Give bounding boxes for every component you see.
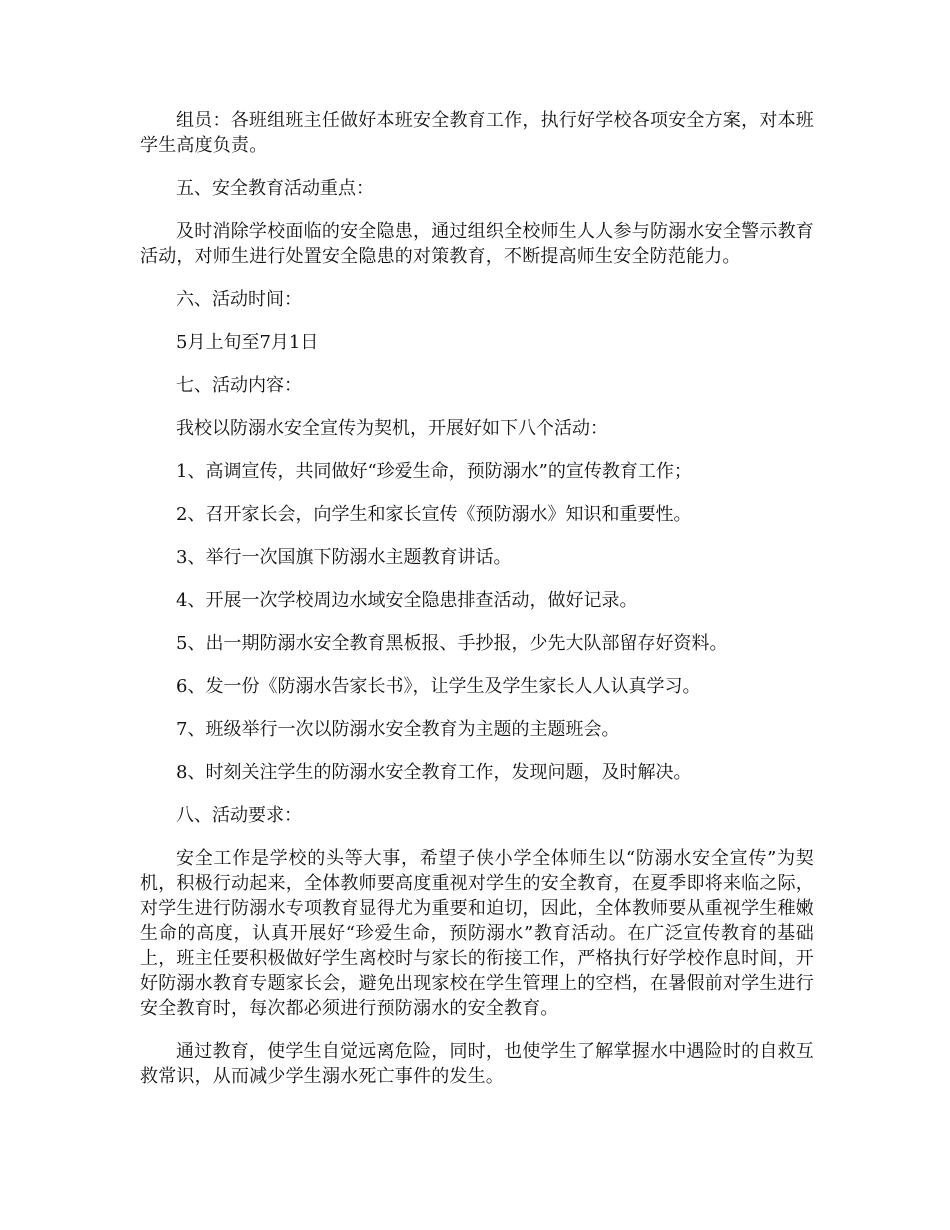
team-members-paragraph: 组员：各班组班主任做好本班安全教育工作，执行好学校各项安全方案，对本班学生高度负责。: [140, 110, 814, 156]
activity-time-text: 5月上旬至7月1日: [176, 332, 319, 353]
section-8-heading: 八、活动要求：: [176, 805, 302, 826]
section-5-heading: 五、安全教育活动重点：: [176, 178, 374, 199]
section-6-heading: 六、活动时间：: [176, 289, 302, 310]
activity-item-4: 4、开展一次学校周边水域安全隐患排查活动，做好记录。: [176, 590, 638, 611]
document-body: [140, 108, 814, 1107]
section-7-heading: 七、活动内容：: [176, 375, 302, 396]
activity-item-3: 3、举行一次国旗下防溺水主题教育讲话。: [176, 547, 512, 568]
activity-item-1: 1、高调宣传，共同做好“珍爱生命，预防溺水”的宣传教育工作；: [176, 461, 692, 482]
activity-intro-text: 我校以防溺水安全宣传为契机，开展好如下八个活动：: [176, 418, 608, 439]
section-5-paragraph: 及时消除学校面临的安全隐患，通过组织全校师生人人参与防溺水安全警示教育活动，对师生进行处置安全隐患的对策教育，不断提高师生安全防范能力。: [140, 221, 814, 267]
activity-item-5: 5、出一期防溺水安全教育黑板报、手抄报，少先大队部留存好资料。: [176, 633, 728, 654]
activity-item-6: 6、发一份《防溺水告家长书》，让学生及学生家长人人认真学习。: [176, 676, 701, 697]
closing-paragraph: 通过教育，使学生自觉远离危险，同时，也使学生了解掌握水中遇险时的自救互救常识，从而减少学生溺水死亡事件的发生。: [140, 1041, 814, 1087]
activity-item-7: 7、班级举行一次以防溺水安全教育为主题的主题班会。: [176, 719, 620, 740]
section-8-paragraph: 安全工作是学校的头等大事，希望子侠小学全体师生以“防溺水安全宣传”为契机，积极行动起来，全体教师要高度重视对学生的安全教育，在夏季即将来临之际，对学生进行防溺水专项教育显得尤为重要和迫切，因此，全体教师要从重视学生稚嫩生命的高度，认真开展好“珍爱生命，预防溺水”教育活动。在广泛宣传教育的基础上，班主任要积极做好学生离校时与家长的衔接工作，严格执行好学校作息时间，开好防溺水教育专题家长会，避免出现家校在学生管理上的空档，在暑假前对学生进行安全教育时，每次都必须进行预防溺水的安全教育。: [140, 848, 814, 1019]
activity-item-8: 8、时刻关注学生的防溺水安全教育工作，发现问题，及时解决。: [176, 762, 692, 783]
activity-item-2: 2、召开家长会，向学生和家长宣传《预防溺水》知识和重要性。: [176, 504, 692, 525]
